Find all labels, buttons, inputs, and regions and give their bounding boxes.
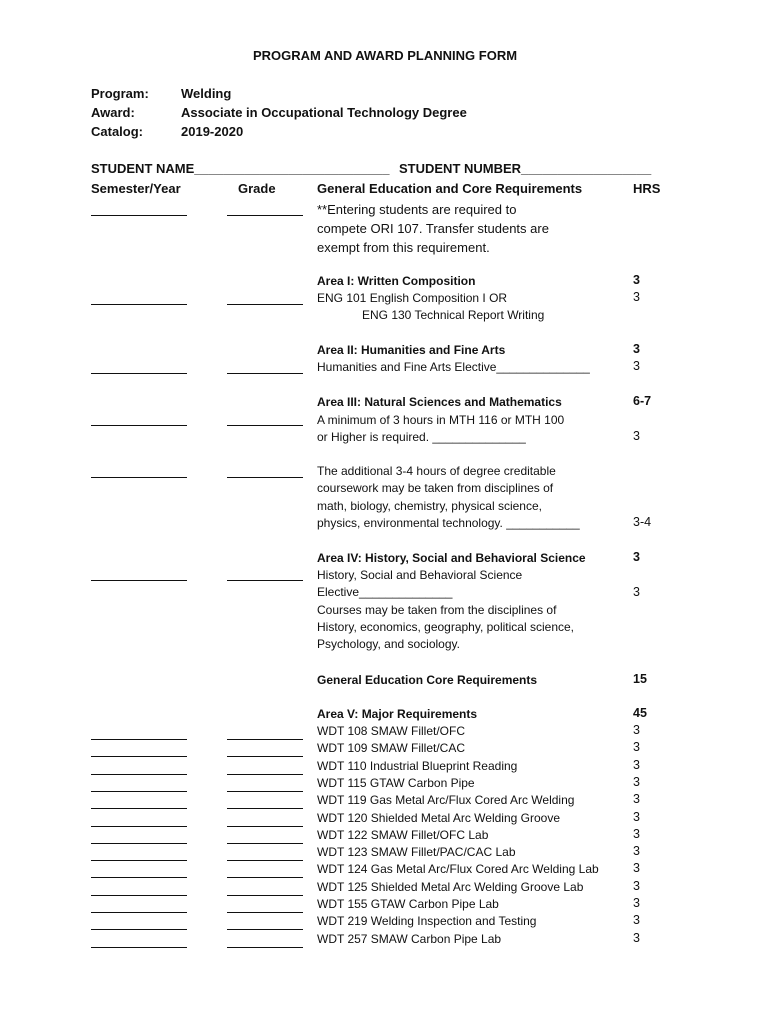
grade-field[interactable] [227,477,303,478]
course-name: WDT 125 Shielded Metal Arc Welding Groove Lab [317,879,584,894]
course-hrs: 3 [633,844,640,859]
course-hrs: 3 [633,792,640,807]
course-hrs: 3 [633,740,640,755]
area3-extra: The additional 3-4 hours of degree creditable coursework may be taken from disciplines of math, biology, chemistry, physical science, physics, environmental technology. ___________ [317,464,580,530]
grade-field[interactable] [227,425,303,426]
course-name: WDT 155 GTAW Carbon Pipe Lab [317,897,499,911]
grade-field[interactable] [227,739,303,740]
area5-hrs: 45 [633,706,647,720]
course-name: WDT 108 SMAW Fillet/OFC [317,724,466,738]
requirements-header: General Education and Core Requirements [317,181,583,196]
course-hrs: 3 [633,930,640,945]
grade-field[interactable] [227,877,303,878]
area4-elective-hrs: 3 [633,585,640,599]
grade-field[interactable] [227,756,303,757]
course-hrs: 3 [633,878,640,893]
student-number-field[interactable]: STUDENT NUMBER__________________ [399,161,652,176]
course-name: WDT 122 SMAW Fillet/OFC Lab [317,827,489,842]
area4-hrs: 3 [633,550,640,564]
area1-line2: ENG 130 Technical Report Writing [362,308,545,322]
orientation-note: **Entering students are required to compete ORI 107. Transfer students are exempt from this requirement. [317,202,549,255]
semester-year-field[interactable] [91,304,187,305]
semester-year-field[interactable] [91,580,187,581]
course-name: WDT 115 GTAW Carbon Pipe [317,775,475,790]
program-label: Program: [91,86,149,101]
semester-year-field[interactable] [91,947,187,948]
area1-line1-hrs: 3 [633,290,640,304]
area5-title: Area V: Major Requirements [317,707,478,721]
course-hrs: 3 [633,757,640,772]
course-hrs: 3 [633,809,640,824]
course-name: WDT 120 Shielded Metal Arc Welding Groove [317,810,561,825]
course-name: WDT 257 SMAW Carbon Pipe Lab [317,931,502,946]
semester-year-field[interactable] [91,215,187,216]
semester-year-field[interactable] [91,860,187,861]
award-label: Award: [91,105,135,120]
area3-title: Area III: Natural Sciences and Mathematics [317,395,562,409]
grade-field[interactable] [227,895,303,896]
semester-year-field[interactable] [91,808,187,809]
area2-line1[interactable]: Humanities and Fine Arts Elective______________ [317,360,590,374]
grade-field[interactable] [227,929,303,930]
course-name: WDT 123 SMAW Fillet/PAC/CAC Lab [317,845,516,860]
course-hrs: 3 [633,861,640,876]
area3-line2-hrs: 3 [633,429,640,443]
course-hrs: 3 [633,896,640,910]
grade-field[interactable] [227,860,303,861]
grade-field[interactable] [227,774,303,775]
grade-header: Grade [238,181,276,196]
course-name: WDT 110 Industrial Blueprint Reading [317,758,518,773]
award-value: Associate in Occupational Technology Degree [181,105,467,120]
semester-year-field[interactable] [91,826,187,827]
semester-year-field[interactable] [91,843,187,844]
semester-year-field[interactable] [91,791,187,792]
catalog-label: Catalog: [91,124,143,139]
grade-field[interactable] [227,826,303,827]
course-hrs: 3 [633,826,640,841]
core-total-hrs: 15 [633,672,647,686]
grade-field[interactable] [227,580,303,581]
course-name: WDT 124 Gas Metal Arc/Flux Cored Arc Welding Lab [317,862,599,877]
area1-hrs: 3 [633,273,640,287]
grade-field[interactable] [227,947,303,948]
catalog-value: 2019-2020 [181,124,244,139]
course-name: WDT 119 Gas Metal Arc/Flux Cored Arc Welding [317,793,575,808]
area2-title: Area II: Humanities and Fine Arts [317,343,506,357]
hrs-header: HRS [633,181,661,196]
grade-field[interactable] [227,843,303,844]
area3-extra-hrs: 3-4 [633,515,652,529]
grade-field[interactable] [227,215,303,216]
semester-year-field[interactable] [91,373,187,374]
program-value: Welding [181,86,232,101]
semester-year-field[interactable] [91,425,187,426]
semester-year-field[interactable] [91,756,187,757]
course-hrs: 3 [633,913,640,928]
area3-line1: A minimum of 3 hours in MTH 116 or MTH 100 [317,413,565,427]
area4-lines: History, Social and Behavioral Science Elective______________ Courses may be taken from the disciplines of History, economics, geography, political science, Psychology, and sociology. [317,568,575,652]
semester-year-field[interactable] [91,895,187,896]
semester-year-field[interactable] [91,929,187,930]
semester-year-field[interactable] [91,912,187,913]
grade-field[interactable] [227,912,303,913]
area2-line1-hrs: 3 [633,359,640,373]
semester-year-field[interactable] [91,774,187,775]
course-name: WDT 219 Welding Inspection and Testing [317,914,537,929]
semester-header: Semester/Year [91,181,181,196]
grade-field[interactable] [227,304,303,305]
grade-field[interactable] [227,373,303,374]
area1-title: Area I: Written Composition [317,274,476,288]
core-total-label: General Education Core Requirements [317,673,538,687]
area3-line2[interactable]: or Higher is required. ______________ [317,430,526,444]
semester-year-field[interactable] [91,739,187,740]
area1-line1: ENG 101 English Composition I OR [317,291,508,305]
area2-hrs: 3 [633,342,640,356]
grade-field[interactable] [227,808,303,809]
semester-year-field[interactable] [91,477,187,478]
form-title: PROGRAM AND AWARD PLANNING FORM [252,48,518,63]
course-hrs: 3 [633,774,640,789]
area4-title: Area IV: History, Social and Behavioral Science [317,551,586,565]
course-hrs: 3 [633,723,640,737]
course-name: WDT 109 SMAW Fillet/CAC [317,741,466,756]
semester-year-field[interactable] [91,877,187,878]
area3-hrs: 6-7 [633,394,652,408]
student-name-field[interactable]: STUDENT NAME___________________________ [91,161,390,176]
grade-field[interactable] [227,791,303,792]
